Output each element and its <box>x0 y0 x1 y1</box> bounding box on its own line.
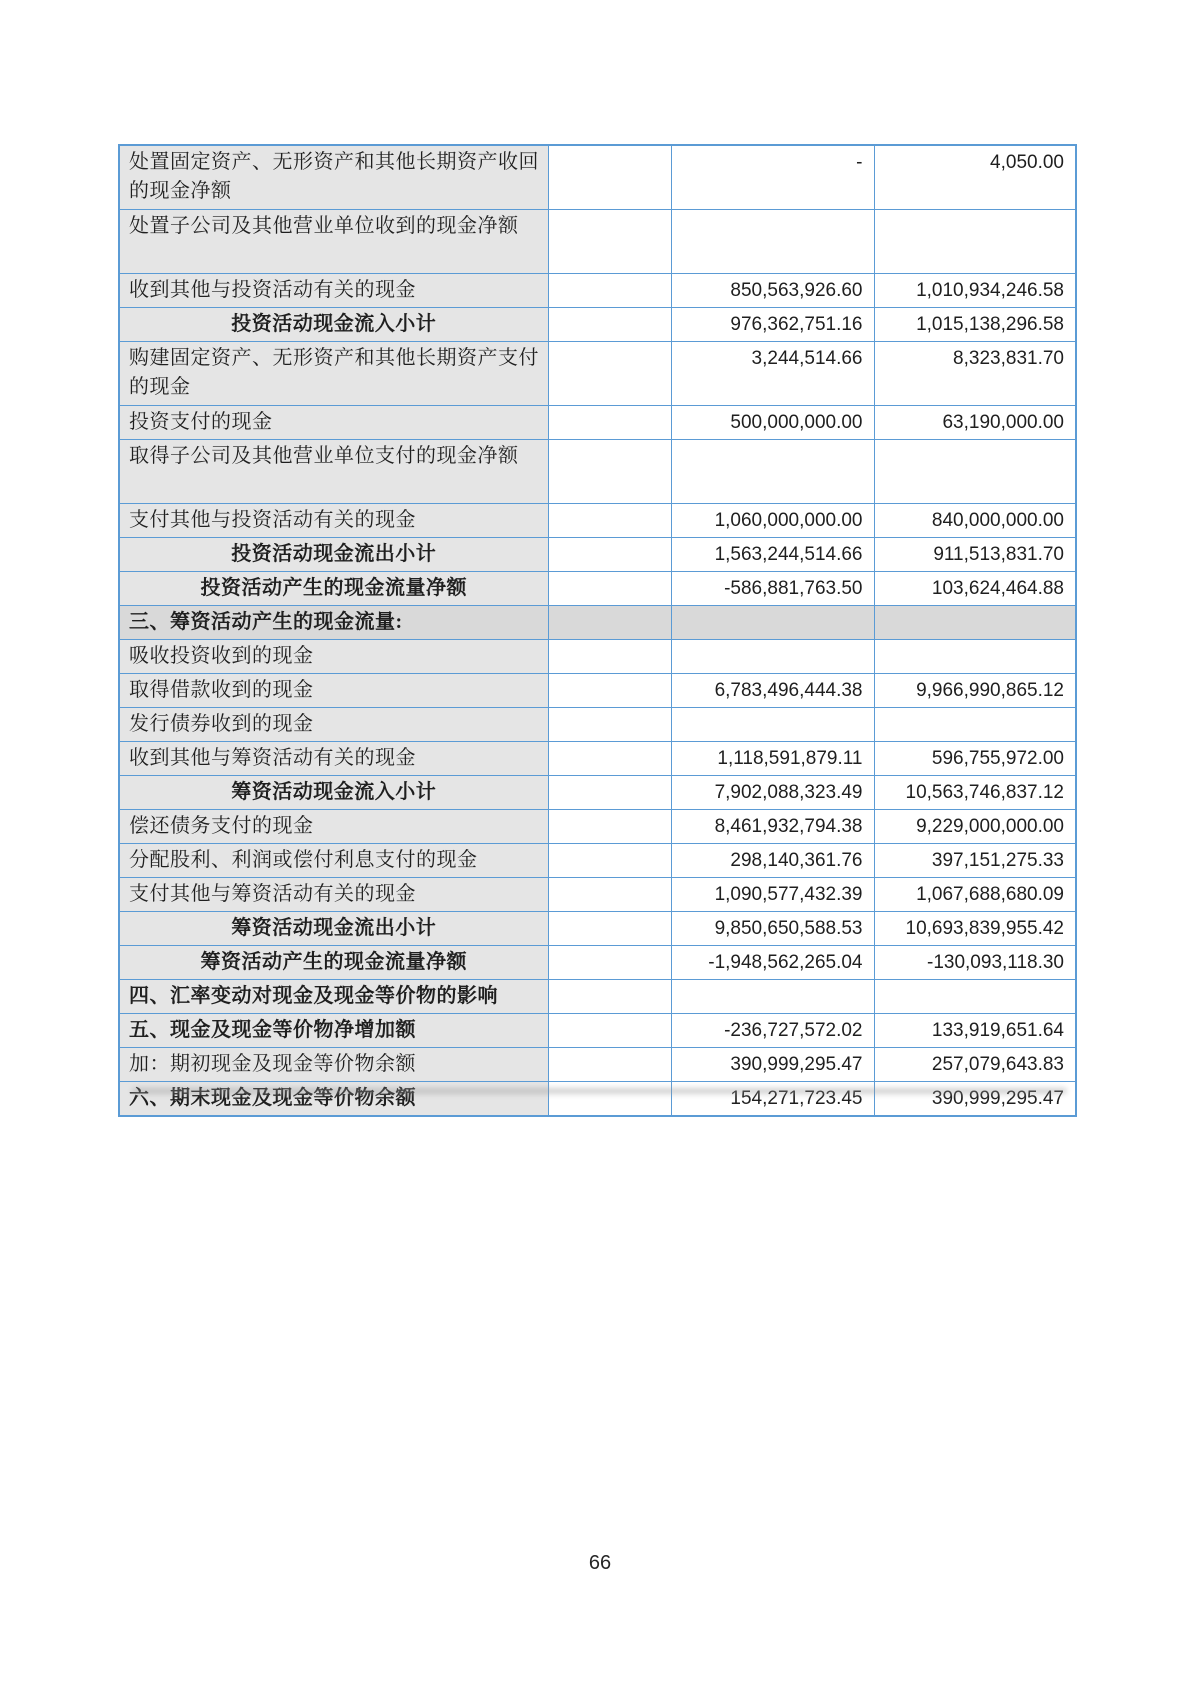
current-period-value <box>671 979 874 1013</box>
current-period-value: 850,563,926.60 <box>671 273 874 307</box>
table-row <box>119 707 1076 741</box>
current-period-value: -586,881,763.50 <box>671 571 874 605</box>
prior-period-value: 1,015,138,296.58 <box>874 307 1076 341</box>
prior-period-value <box>874 209 1076 273</box>
row-label: 取得子公司及其他营业单位支付的现金净额 <box>119 439 548 503</box>
note-cell <box>548 439 671 503</box>
table-row <box>119 639 1076 673</box>
current-period-value: 8,461,932,794.38 <box>671 809 874 843</box>
table-row <box>119 209 1076 273</box>
table-row <box>119 571 1076 605</box>
prior-period-value: 840,000,000.00 <box>874 503 1076 537</box>
table-row <box>119 1047 1076 1081</box>
note-cell <box>548 145 671 209</box>
prior-period-value: 9,229,000,000.00 <box>874 809 1076 843</box>
note-cell <box>548 209 671 273</box>
row-label: 发行债券收到的现金 <box>119 707 548 741</box>
note-cell <box>548 877 671 911</box>
current-period-value: 298,140,361.76 <box>671 843 874 877</box>
current-period-value: - <box>671 145 874 209</box>
current-period-value: 6,783,496,444.38 <box>671 673 874 707</box>
note-cell <box>548 571 671 605</box>
prior-period-value <box>874 639 1076 673</box>
table-row <box>119 809 1076 843</box>
prior-period-value: 1,067,688,680.09 <box>874 877 1076 911</box>
prior-period-value: 397,151,275.33 <box>874 843 1076 877</box>
row-label: 吸收投资收到的现金 <box>119 639 548 673</box>
prior-period-value: 390,999,295.47 <box>874 1081 1076 1116</box>
note-cell <box>548 537 671 571</box>
prior-period-value: 1,010,934,246.58 <box>874 273 1076 307</box>
table-row <box>119 911 1076 945</box>
note-cell <box>548 273 671 307</box>
note-cell <box>548 775 671 809</box>
note-cell <box>548 1047 671 1081</box>
table-row <box>119 537 1076 571</box>
current-period-value <box>671 439 874 503</box>
current-period-value: -1,948,562,265.04 <box>671 945 874 979</box>
scan-shadow-artifact <box>132 1088 1067 1094</box>
row-label: 取得借款收到的现金 <box>119 673 548 707</box>
prior-period-value: -130,093,118.30 <box>874 945 1076 979</box>
current-period-value: 500,000,000.00 <box>671 405 874 439</box>
table-row <box>119 741 1076 775</box>
prior-period-value: 257,079,643.83 <box>874 1047 1076 1081</box>
note-cell <box>548 843 671 877</box>
table-row <box>119 145 1076 209</box>
note-cell <box>548 605 671 639</box>
row-label: 三、筹资活动产生的现金流量: <box>119 605 548 639</box>
prior-period-value: 63,190,000.00 <box>874 405 1076 439</box>
row-label: 收到其他与筹资活动有关的现金 <box>119 741 548 775</box>
row-label: 五、现金及现金等价物净增加额 <box>119 1013 548 1047</box>
note-cell <box>548 707 671 741</box>
note-cell <box>548 1013 671 1047</box>
prior-period-value: 596,755,972.00 <box>874 741 1076 775</box>
note-cell <box>548 741 671 775</box>
table-row <box>119 673 1076 707</box>
prior-period-value <box>874 605 1076 639</box>
row-label: 处置固定资产、无形资产和其他长期资产收回的现金净额 <box>119 145 548 209</box>
prior-period-value <box>874 979 1076 1013</box>
row-label: 支付其他与投资活动有关的现金 <box>119 503 548 537</box>
current-period-value: 1,060,000,000.00 <box>671 503 874 537</box>
table-row <box>119 405 1076 439</box>
row-label: 筹资活动现金流入小计 <box>119 775 548 809</box>
table-row <box>119 1013 1076 1047</box>
prior-period-value: 103,624,464.88 <box>874 571 1076 605</box>
prior-period-value: 10,563,746,837.12 <box>874 775 1076 809</box>
prior-period-value: 10,693,839,955.42 <box>874 911 1076 945</box>
row-label: 购建固定资产、无形资产和其他长期资产支付的现金 <box>119 341 548 405</box>
row-label: 收到其他与投资活动有关的现金 <box>119 273 548 307</box>
note-cell <box>548 911 671 945</box>
current-period-value <box>671 605 874 639</box>
row-label: 偿还债务支付的现金 <box>119 809 548 843</box>
table-row <box>119 979 1076 1013</box>
current-period-value: 1,090,577,432.39 <box>671 877 874 911</box>
note-cell <box>548 307 671 341</box>
current-period-value <box>671 639 874 673</box>
current-period-value: 390,999,295.47 <box>671 1047 874 1081</box>
row-label: 六、期末现金及现金等价物余额 <box>119 1081 548 1116</box>
table-row <box>119 605 1076 639</box>
page-number: 66 <box>588 1552 612 1574</box>
table-row <box>119 877 1076 911</box>
table-row <box>119 341 1076 405</box>
table-row <box>119 307 1076 341</box>
note-cell <box>548 503 671 537</box>
current-period-value: 9,850,650,588.53 <box>671 911 874 945</box>
prior-period-value: 9,966,990,865.12 <box>874 673 1076 707</box>
prior-period-value <box>874 707 1076 741</box>
row-label: 支付其他与筹资活动有关的现金 <box>119 877 548 911</box>
row-label: 加：期初现金及现金等价物余额 <box>119 1047 548 1081</box>
row-label: 四、汇率变动对现金及现金等价物的影响 <box>119 979 548 1013</box>
row-label: 筹资活动产生的现金流量净额 <box>119 945 548 979</box>
table-body <box>119 145 1076 1116</box>
current-period-value: -236,727,572.02 <box>671 1013 874 1047</box>
prior-period-value: 133,919,651.64 <box>874 1013 1076 1047</box>
table-row <box>119 503 1076 537</box>
row-label: 投资活动现金流出小计 <box>119 537 548 571</box>
current-period-value: 3,244,514.66 <box>671 341 874 405</box>
prior-period-value: 4,050.00 <box>874 145 1076 209</box>
note-cell <box>548 979 671 1013</box>
table-row <box>119 273 1076 307</box>
table-row <box>119 1081 1076 1116</box>
row-label: 投资活动产生的现金流量净额 <box>119 571 548 605</box>
row-label: 筹资活动现金流出小计 <box>119 911 548 945</box>
table-row <box>119 843 1076 877</box>
current-period-value: 1,118,591,879.11 <box>671 741 874 775</box>
table-row <box>119 945 1076 979</box>
current-period-value: 976,362,751.16 <box>671 307 874 341</box>
note-cell <box>548 945 671 979</box>
current-period-value: 7,902,088,323.49 <box>671 775 874 809</box>
table-row <box>119 775 1076 809</box>
row-label: 投资支付的现金 <box>119 405 548 439</box>
row-label: 投资活动现金流入小计 <box>119 307 548 341</box>
cash-flow-statement-table <box>118 144 1077 1117</box>
current-period-value <box>671 209 874 273</box>
table-row <box>119 439 1076 503</box>
prior-period-value: 8,323,831.70 <box>874 341 1076 405</box>
note-cell <box>548 341 671 405</box>
note-cell <box>548 1081 671 1116</box>
current-period-value: 1,563,244,514.66 <box>671 537 874 571</box>
note-cell <box>548 673 671 707</box>
prior-period-value <box>874 439 1076 503</box>
current-period-value: 154,271,723.45 <box>671 1081 874 1116</box>
current-period-value <box>671 707 874 741</box>
note-cell <box>548 809 671 843</box>
row-label: 处置子公司及其他营业单位收到的现金净额 <box>119 209 548 273</box>
prior-period-value: 911,513,831.70 <box>874 537 1076 571</box>
note-cell <box>548 405 671 439</box>
note-cell <box>548 639 671 673</box>
row-label: 分配股利、利润或偿付利息支付的现金 <box>119 843 548 877</box>
